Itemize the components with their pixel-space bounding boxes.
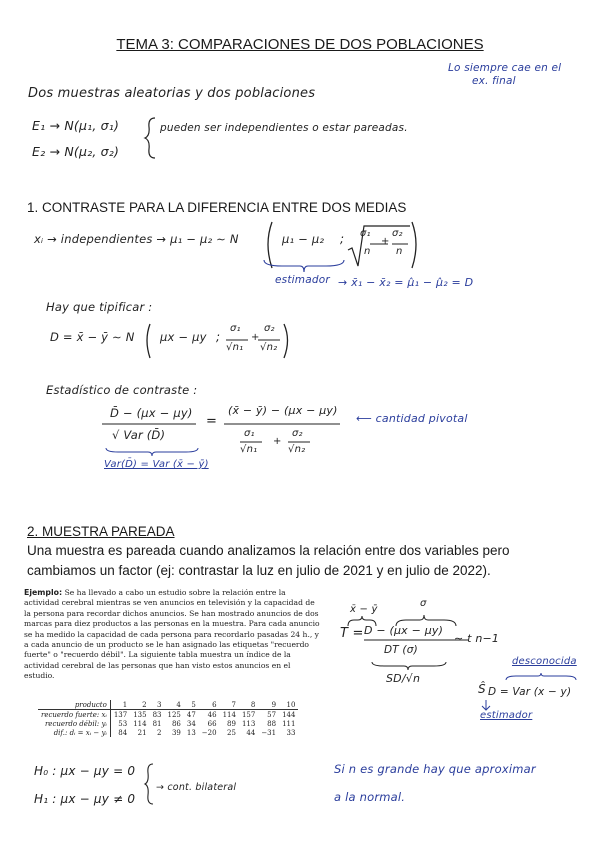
table-cell: 135	[133, 710, 147, 719]
t-numerator: D − (μx − μy)	[364, 624, 444, 637]
e2-distribution: E₂ → N(μ₂, σ₂)	[32, 144, 120, 159]
intro-line: Dos muestras aleatorias y dos poblaciones	[28, 86, 316, 101]
table-cell: −20	[201, 728, 217, 737]
table-cell: 111	[282, 719, 296, 728]
desconocida-note: desconocida	[512, 656, 577, 667]
section-2-heading: 2. MUESTRA PAREADA	[27, 524, 175, 539]
table-header-cell: 10	[279, 700, 298, 710]
bilateral-note: → cont. bilateral	[156, 782, 237, 793]
table-header-cell: 5	[184, 700, 199, 710]
top-note	[448, 62, 561, 88]
table-cell: 47	[186, 710, 196, 719]
table-cell: 53	[118, 719, 128, 728]
table-cell: 2	[157, 728, 162, 737]
n-bottom-1: n	[364, 246, 371, 257]
intro-brace	[144, 116, 158, 160]
h1-hypothesis: H₁ : μx − μy ≠ 0	[34, 792, 136, 806]
table-row-label: recuerdo débil: yᵢ	[38, 719, 110, 728]
var-note: Var(D̄) = Var (x̄ − ȳ)	[104, 459, 209, 470]
table-cell: 44	[246, 728, 256, 737]
semicolon: ;	[340, 232, 345, 246]
mu-diff: μ₁ − μ₂	[282, 232, 325, 246]
pivotal-note: ⟵ cantidad pivotal	[356, 412, 468, 425]
table-cell: 13	[186, 728, 196, 737]
table-cell: 83	[152, 710, 162, 719]
stat-sqrt-n2: √n₂	[288, 444, 306, 455]
t-underbrace	[370, 660, 450, 672]
table-row-label: recuerdo fuerte: xᵢ	[38, 710, 110, 720]
estadistico-label: Estadístico de contraste :	[46, 383, 198, 397]
table-cell: 57	[267, 710, 277, 719]
sd-equation: D = Var (x − y)	[488, 686, 572, 698]
table-header-cell: 4	[164, 700, 183, 710]
page-title: TEMA 3: COMPARACIONES DE DOS POBLACIONES	[116, 36, 484, 53]
e1-distribution: E₁ → N(μ₁, σ₁)	[32, 118, 120, 133]
t-label: T =	[340, 626, 364, 641]
plus-sign-2: +	[251, 332, 260, 343]
table-cell: 144	[282, 710, 296, 719]
example-label: Ejemplo:	[24, 588, 63, 597]
semicolon-2: ;	[216, 330, 221, 344]
table-cell: 89	[227, 719, 236, 728]
table-cell: 157	[241, 710, 256, 719]
table-cell: 66	[207, 719, 217, 728]
mux-muy: μx − μy	[160, 330, 207, 344]
brace-note: pueden ser independientes o estar pareadas.	[160, 122, 408, 134]
sigma2-top-2: σ₂	[264, 323, 275, 334]
t-denominator: DT (σ)	[384, 644, 418, 656]
table-cell: 114	[222, 710, 236, 719]
table-cell: 137	[113, 710, 128, 719]
var-underbrace	[104, 446, 200, 458]
sqrt-n2: √n₂	[260, 342, 278, 353]
desconocida-brace	[504, 672, 580, 682]
brace-top-label: x̄ − ȳ	[350, 604, 378, 615]
table-cell: 81	[152, 719, 162, 728]
table-cell: 113	[241, 719, 256, 728]
table-header-cell: 8	[239, 700, 258, 710]
d-distribution: D = x̄ − ȳ ∼ N	[50, 330, 135, 344]
stat-sigma1: σ₁	[244, 428, 255, 439]
table-cell: 25	[227, 728, 236, 737]
stat-sqrt-n1: √n₁	[240, 444, 258, 455]
estimator-expression: → x̄₁ − x̄₂ = μ̂₁ − μ̂₂ = D	[338, 276, 474, 289]
table-cell: 21	[137, 728, 147, 737]
plus-sign-1: +	[381, 236, 390, 247]
table-header-cell: 6	[199, 700, 220, 710]
table-row	[38, 728, 298, 737]
sigma1-top-2: σ₁	[230, 323, 241, 334]
n-bottom-2: n	[396, 246, 403, 257]
table-header-cell: 1	[110, 700, 130, 710]
section-2-paragraph: Una muestra es pareada cuando analizamos la relación entre dos variables pero cambiamos un factor (ej: contrastar la luz en julio de 2021 y en julio de 2022).	[27, 543, 510, 578]
stat-sigma2: σ₂	[292, 428, 303, 439]
sigma2-top: σ₂	[392, 228, 403, 239]
stat-inner-fractions	[236, 440, 326, 446]
estimador-note-2: estimador	[480, 710, 533, 721]
top-note-line-1: Lo siempre cae en el	[448, 62, 562, 74]
example-body: Se ha llevado a cabo un estudio sobre la relación entre la actividad cerebral mientras se ven anuncios en televisión y la capacidad de la persona para recordar dichos anuncios. Se han mostrado anuncios de dos marcas para diez productos a las personas en la muestra. Para cada anuncio se ha medido la capacidad de cada persona para recordarlo pasadas 24 h., y a cada anuncio de un producto se le han asignado las etiquetas "recuerdo fuerte" o "recuerdo débil". La siguiente tabla muestra un índice de la actividad cerebral de las personas que han visto estos anuncios en el estudio.	[24, 588, 320, 681]
stat-denominator-left: √ Var (D̄)	[112, 428, 166, 442]
table-cell: 34	[186, 719, 196, 728]
t-distribution: ∼ t n−1	[454, 632, 500, 645]
table-row	[38, 719, 298, 728]
table-header-cell: 2	[130, 700, 149, 710]
stat-numerator-right: (x̄ − ȳ) − (μx − μy)	[228, 404, 338, 417]
section-1-heading: 1. CONTRASTE PARA LA DIFERENCIA ENTRE DOS MEDIAS	[27, 200, 407, 215]
table-header-cell: 7	[220, 700, 239, 710]
table-header-cell: 3	[150, 700, 165, 710]
table-header-label: producto	[38, 700, 110, 710]
sigma1-top: σ₁	[360, 228, 371, 239]
large-n-note-line-1: Si n es grande hay que aproximar	[334, 762, 536, 776]
sd-hat: Ŝ	[478, 682, 486, 696]
table-cell: 39	[171, 728, 181, 737]
table-cell: −31	[261, 728, 277, 737]
tipificar-note: Hay que tipificar :	[46, 300, 153, 314]
table-cell: 46	[207, 710, 217, 719]
xi-line: xᵢ → independientes → μ₁ − μ₂ ∼ N	[34, 232, 239, 246]
table-cell: 33	[286, 728, 296, 737]
estimator-label: estimador	[275, 274, 330, 286]
example-text	[24, 588, 320, 682]
sqrt-n1: √n₁	[226, 342, 244, 353]
table-cell: 84	[118, 728, 128, 737]
estimator-underbrace	[262, 258, 346, 274]
table-row-label: dif.: dᵢ = xᵢ − yᵢ	[38, 728, 110, 737]
table-header-cell: 9	[258, 700, 279, 710]
h0-hypothesis: H₀ : μx − μy = 0	[34, 764, 136, 778]
t-substitution: SD/√n	[386, 672, 421, 685]
table-cell: 88	[267, 719, 277, 728]
example-table	[38, 700, 298, 737]
top-note-line-2: ex. final	[472, 75, 516, 87]
table-cell: 114	[133, 719, 147, 728]
table-row	[38, 710, 298, 720]
table-cell: 125	[167, 710, 181, 719]
sigma-top-label: σ	[420, 598, 427, 609]
stat-equals: =	[206, 414, 218, 429]
table-header-row	[38, 700, 298, 710]
stat-plus: +	[273, 436, 282, 447]
table-cell: 86	[171, 719, 181, 728]
stat-numerator-left: D̄ − (μx − μy)	[110, 406, 193, 420]
large-n-note-line-2: a la normal.	[334, 790, 406, 804]
hypothesis-brace	[144, 762, 156, 806]
